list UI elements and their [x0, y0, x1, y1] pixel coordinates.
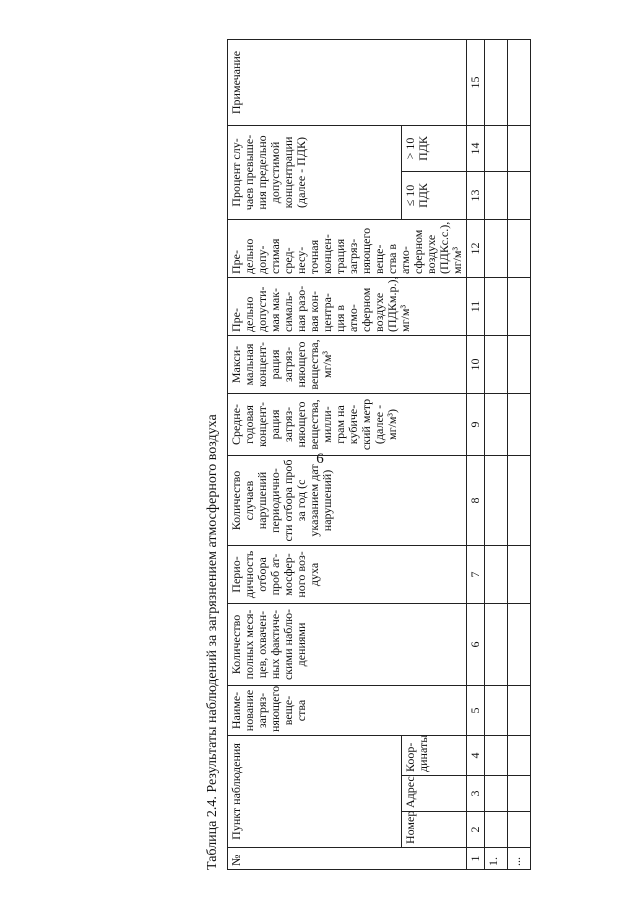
col-number-8: 8 [467, 455, 485, 545]
table-caption: Таблица 2.4. Результаты наблюдений за загрязнением атмосферного воздуха [205, 413, 220, 870]
col-number-3: 3 [467, 775, 485, 811]
rotated-table-block [205, 40, 575, 870]
header-address: Адрес [402, 775, 467, 811]
row-label: ... [508, 847, 531, 869]
header-number: Номер [402, 811, 467, 847]
col-number-9: 9 [467, 393, 485, 455]
col-number-6: 6 [467, 603, 485, 685]
header-pollutant: Наиме- нование загряз- няющего веще- ства [228, 685, 467, 735]
col-number-11: 11 [467, 277, 485, 335]
header-pdk-ss: Пре- дельно допу- стимая сред- несу- точная концен- трация загряз- няющего веще- ства в атмо- сферном воздухе (ПДКс.с.), мг/м³ [228, 219, 467, 277]
col-number-2: 2 [467, 811, 485, 847]
header-note: Примечание [228, 39, 467, 125]
header-coords: Коор- динаты [402, 735, 467, 775]
row-label: 1. [485, 847, 508, 869]
col-number-12: 12 [467, 219, 485, 277]
header-mean: Средне- годовая концент- рация загряз- няющего вещества, милли- грам на кубиче- ский метр (далее - мг/м³) [228, 393, 467, 455]
col-number-1: 1 [467, 847, 485, 869]
header-percent: Процент слу- чаев превыше- ния предельно допустимой концентрации (далее - ПДК) [228, 125, 402, 219]
table-row [485, 39, 508, 869]
col-number-14: 14 [467, 125, 485, 171]
header-le10: ≤ 10 ПДК [402, 171, 467, 219]
header-maxconc: Макси- мальная концент- рация загряз- няющего вещества, мг/м³ [228, 335, 467, 393]
header-period: Перио- дичность отбора проб ат- мосфер- ного воз- духа [228, 545, 467, 603]
col-number-4: 4 [467, 735, 485, 775]
header-gt10: > 10 ПДК [402, 125, 467, 171]
header-months: Количество полных меся- цев, охвачен- ных фактиче- скими наблю- дениями [228, 603, 467, 685]
column-number-row [467, 39, 485, 869]
table-row [508, 39, 531, 869]
col-number-15: 15 [467, 39, 485, 125]
page-number: 6 [316, 451, 324, 467]
header-count: Количество случаев нарушений периодично- сти отбора проб за год (с указанием дат нарушений) [228, 455, 467, 545]
col-number-7: 7 [467, 545, 485, 603]
header-no: № [228, 847, 467, 869]
col-number-13: 13 [467, 171, 485, 219]
results-table [227, 38, 531, 869]
header-point: Пункт наблюдения [228, 735, 402, 847]
header-pdk-mr: Пре- дельно допусти- мая мак- сималь- ная разо- вая кон- центра- ция в атмо- сферном воздухе (ПДКм.р.), мг/м³ [228, 277, 467, 335]
col-number-5: 5 [467, 685, 485, 735]
col-number-10: 10 [467, 335, 485, 393]
